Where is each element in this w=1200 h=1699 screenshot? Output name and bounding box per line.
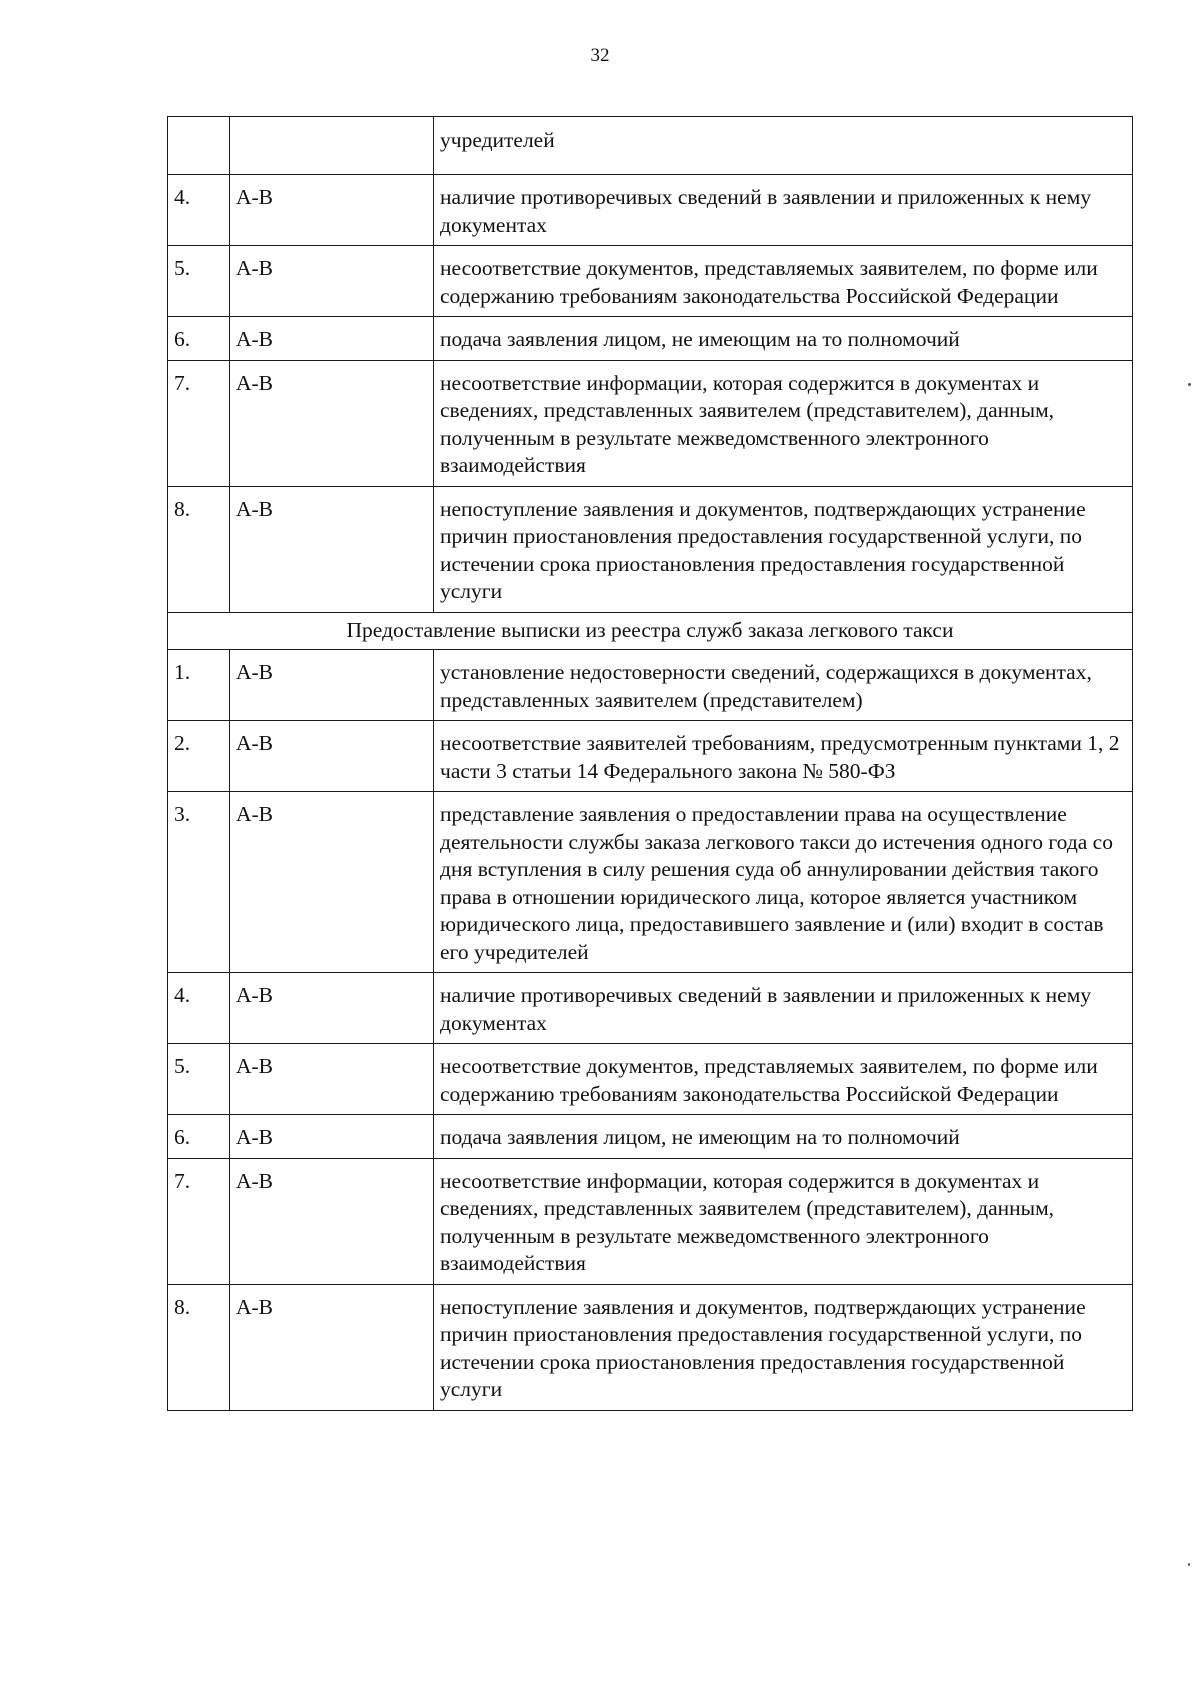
section-heading: Предоставление выписки из реестра служб заказа легкового такси	[168, 612, 1133, 650]
row-number-cell	[168, 117, 230, 175]
table-row	[168, 973, 1133, 1044]
row-text-cell: подача заявления лицом, не имеющим на то полномочий	[434, 317, 1133, 361]
table-row	[168, 175, 1133, 246]
row-number-cell: 4.	[168, 175, 230, 246]
row-number-cell: 7.	[168, 1158, 230, 1284]
page-number: 32	[590, 45, 610, 66]
table-row	[168, 1044, 1133, 1115]
row-text-cell: несоответствие документов, представляемых заявителем, по форме или содержанию требованиям законодательства Российской Федерации	[434, 1044, 1133, 1115]
row-code-cell: А-В	[230, 246, 434, 317]
table-row	[168, 792, 1133, 973]
row-code-cell: А-В	[230, 317, 434, 361]
section-heading-row	[168, 612, 1133, 650]
table-row	[168, 650, 1133, 721]
table-row	[168, 1115, 1133, 1159]
table-row	[168, 486, 1133, 612]
row-number-cell: 8.	[168, 486, 230, 612]
row-text-cell: несоответствие заявителей требованиям, предусмотренным пунктами 1, 2 части 3 статьи 14 Федерального закона № 580-ФЗ	[434, 721, 1133, 792]
table-row	[168, 1284, 1133, 1410]
row-number-cell: 7.	[168, 360, 230, 486]
row-text-cell: подача заявления лицом, не имеющим на то полномочий	[434, 1115, 1133, 1159]
scan-speck	[1188, 1563, 1190, 1566]
row-text-cell: наличие противоречивых сведений в заявлении и приложенных к нему документах	[434, 175, 1133, 246]
row-number-cell: 5.	[168, 246, 230, 317]
row-code-cell: А-В	[230, 1044, 434, 1115]
row-number-cell: 1.	[168, 650, 230, 721]
row-code-cell: А-В	[230, 721, 434, 792]
row-number-cell: 2.	[168, 721, 230, 792]
row-number-cell: 3.	[168, 792, 230, 973]
row-number-cell: 5.	[168, 1044, 230, 1115]
scan-speck	[1188, 383, 1191, 386]
row-code-cell	[230, 117, 434, 175]
table-body	[168, 117, 1133, 1411]
row-text-cell: несоответствие информации, которая содержится в документах и сведениях, представленных заявителем (представителем), данным, полученным в результате межведомственного электронного взаимодействия	[434, 1158, 1133, 1284]
table-row-continued	[168, 117, 1133, 175]
row-text-cell: непоступление заявления и документов, подтверждающих устранение причин приостановления предоставления государственной услуги, по истечении срока приостановления предоставления государственной услуги	[434, 1284, 1133, 1410]
row-code-cell: А-В	[230, 486, 434, 612]
table-row	[168, 360, 1133, 486]
row-code-cell: А-В	[230, 973, 434, 1044]
row-code-cell: А-В	[230, 175, 434, 246]
row-text-cell: представление заявления о предоставлении права на осуществление деятельности службы заказа легкового такси до истечения одного года со дня вступления в силу решения суда об аннулировании действия такого права в отношении юридического лица, которое является участником юридического лица, предоставившего заявление и (или) входит в состав его учредителей	[434, 792, 1133, 973]
table-row	[168, 1158, 1133, 1284]
row-code-cell: А-В	[230, 1115, 434, 1159]
table-row	[168, 317, 1133, 361]
table-row	[168, 721, 1133, 792]
row-number-cell: 4.	[168, 973, 230, 1044]
table-row	[168, 246, 1133, 317]
row-code-cell: А-В	[230, 360, 434, 486]
grounds-table	[167, 116, 1133, 1411]
row-number-cell: 8.	[168, 1284, 230, 1410]
row-text-cell: учредителей	[434, 117, 1133, 175]
row-number-cell: 6.	[168, 317, 230, 361]
row-text-cell: установление недостоверности сведений, содержащихся в документах, представленных заявителем (представителем)	[434, 650, 1133, 721]
row-text-cell: непоступление заявления и документов, подтверждающих устранение причин приостановления предоставления государственной услуги, по истечении срока приостановления предоставления государственной услуги	[434, 486, 1133, 612]
row-code-cell: А-В	[230, 1284, 434, 1410]
row-code-cell: А-В	[230, 1158, 434, 1284]
row-code-cell: А-В	[230, 792, 434, 973]
row-number-cell: 6.	[168, 1115, 230, 1159]
row-text-cell: наличие противоречивых сведений в заявлении и приложенных к нему документах	[434, 973, 1133, 1044]
row-text-cell: несоответствие информации, которая содержится в документах и сведениях, представленных заявителем (представителем), данным, полученным в результате межведомственного электронного взаимодействия	[434, 360, 1133, 486]
row-code-cell: А-В	[230, 650, 434, 721]
row-text-cell: несоответствие документов, представляемых заявителем, по форме или содержанию требованиям законодательства Российской Федерации	[434, 246, 1133, 317]
